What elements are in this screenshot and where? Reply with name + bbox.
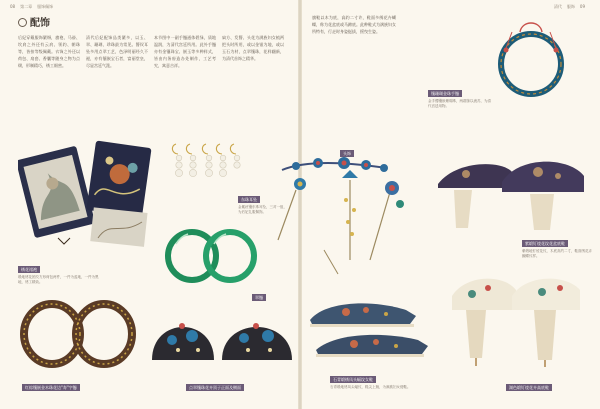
coral-bracelet-image xyxy=(488,14,574,100)
caption-purple-shoes xyxy=(522,230,592,259)
white-platform-shoes-image xyxy=(442,260,588,368)
jade-bangles-image xyxy=(162,216,262,292)
caption-title: 镶珊瑚金珠手镯 xyxy=(428,90,462,97)
caption-hair-ornaments xyxy=(340,140,370,159)
caption-title: 绣花裙袍 xyxy=(18,266,40,273)
purple-platform-shoes-image xyxy=(432,142,592,232)
caption-flat-shoes xyxy=(330,366,414,390)
caption-title: 翠镯 xyxy=(252,294,266,301)
caption-title: 红棕镶嵌金木珠花边"寿"字镯 xyxy=(22,384,80,391)
inlaid-bangles-image xyxy=(20,296,138,368)
caption-body: 石青缎地绣凤头蝠纹，鞋尖上翘，为满族妇女便鞋。 xyxy=(330,385,411,389)
caption-pouches xyxy=(18,256,102,285)
caption-inlaid-bangles xyxy=(22,374,146,393)
caption-body: 缎地绣花团纹方形荷包两件，一件为蓝地，一件为黑地，绣工精致。 xyxy=(18,275,99,284)
caption-kingfisher-hats xyxy=(186,374,298,393)
caption-body: 金手镯镶嵌珊瑚珠，两端饰以流苏，为清代宫廷用物。 xyxy=(428,99,491,108)
section-title: 配饰 xyxy=(18,14,50,29)
embroidered-flat-shoes-image xyxy=(306,280,434,370)
caption-title: 湖色缎钉绫花卉高底鞋 xyxy=(506,384,552,391)
caption-coral-bracelet xyxy=(428,80,492,109)
kingfisher-hats-image xyxy=(148,296,296,368)
caption-title: 紫缎钉绫花纹花盆底鞋 xyxy=(522,240,568,247)
caption-title: 头饰 xyxy=(340,150,354,157)
text-column-3: 本节图中一副手镯通体碧绿，质地温润，为清代宫廷所用。此外手镯亦有金镶珠宝、嵌玉等多种样式，皆由内务府造办处制作，工艺考究，寓意吉祥。 xyxy=(154,35,216,68)
running-head-right: 清代 服饰 09 xyxy=(553,4,585,9)
section-bullet-icon xyxy=(18,18,27,27)
caption-body: 紫缎地钉绫花纹，木底高约二寸，鞋面绣花卉蝴蝶纹样。 xyxy=(522,249,592,258)
running-head-left: 08 第二章 服饰佩饰 xyxy=(10,4,54,9)
text-column-4: 扁方、发簪、头花为满族妇女梳两把头时所用，或以金银为地，或以玉石为材，点翠镶珠，花样翻新，为清代首饰之精华。 xyxy=(222,35,284,61)
embroidered-pouches-image xyxy=(18,138,153,248)
text-column-2: 清代后妃配饰品类繁多，以玉、翠、珊瑚、珍珠最为常见。簪钗耳坠多用点翠工艺，色泽明丽经久不褪，亦有镶嵌宝石者，富丽堂皇，尽显宫廷气派。 xyxy=(86,35,148,68)
caption-title: 东珠耳坠 xyxy=(238,196,260,203)
text-column-5: 旗鞋以木为底，高约二寸许，鞋面多绣花卉蝴蝶，称为花盆底或马蹄底。此种鞋式为满族妇女所特有，行走时身姿挺拔，摇曳生姿。 xyxy=(312,15,396,34)
caption-body: 金累丝镶东珠耳坠，三对一组，为后妃礼服佩饰。 xyxy=(238,205,287,214)
caption-title: 石青缎绣凤头蝠纹女鞋 xyxy=(330,376,376,383)
caption-white-shoes xyxy=(506,374,590,393)
text-column-1: 后妃穿戴服饰繁缛，旗袍、马褂、坎肩之外还有云肩、领约、朝珠等，皆按等级佩戴。衣饰之外还以荷包、扇套、香囊等随身之物为点缀，形制精巧，绣工细密。 xyxy=(18,35,80,68)
pearl-earrings-image xyxy=(168,140,246,178)
caption-title: 点翠镶珠花卉顶子正面及侧面 xyxy=(186,384,244,391)
